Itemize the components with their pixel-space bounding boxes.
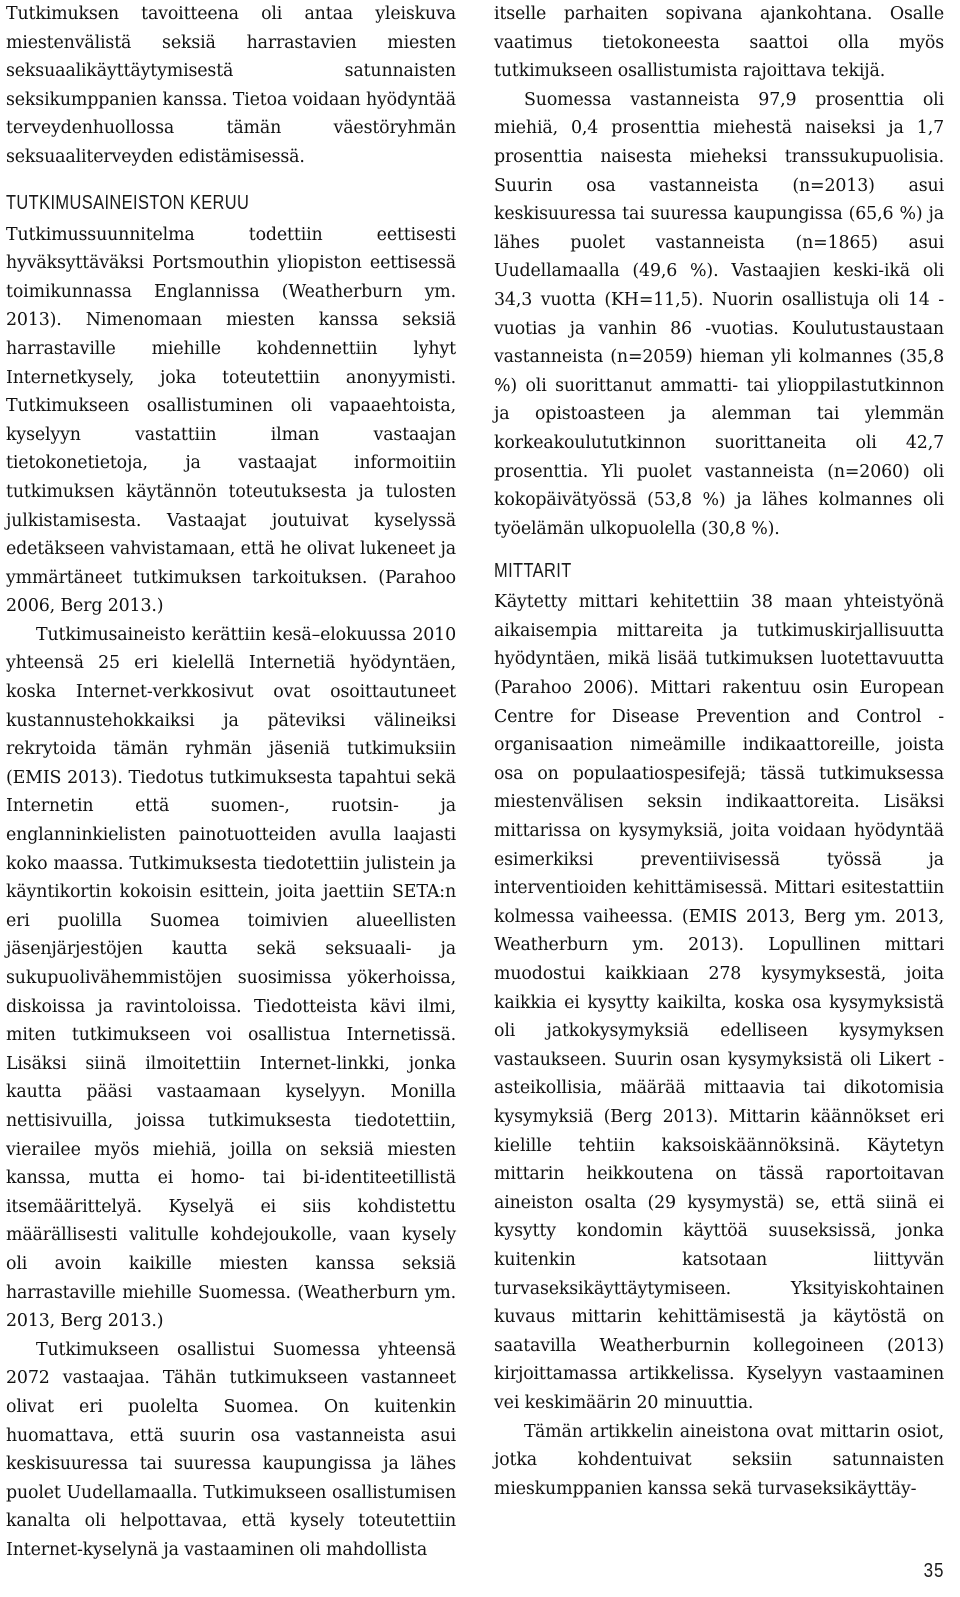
paragraph-demographics: Suomessa vastanneista 97,9 prosenttia oli miehiä, 0,4 prosenttia miehestä naiseksi ja 1,7 prosenttia naisesta mieheksi transsukupuolisia. Suurin osa vastanneista (n=2013) asui keskisuuressa tai suuressa kaupungissa (65,6 %) ja lähes puolet vastanneista (n=1865) asui Uudellamaalla (49,6 %). Vastaajien keski-ikä oli 34,3 vuotta (KH=11,5). Nuorin osallistuja oli 14 -vuotias ja vanhin 86 -vuotias. Koulutustaustaan vastanneista (n=2059) hieman yli kolmannes (35,8 %) oli suorittanut ammatti- tai ylioppilastutkinnon ja opistoasteen ja alemman tai ylemmän korkeakoulututkinnon suorittaneita oli 42,7 prosenttia. Yli puolet vastanneista (n=2060) oli kokopäivätyössä (53,8 %) ja lähes kolmannes oli työelämän ulkopuolella (30,8 %). xyxy=(494,89,944,539)
paragraph-participants: Tutkimukseen osallistui Suomessa yhteensä 2072 vastaajaa. Tähän tutkimukseen vastanneet olivat eri puolelta Suomea. On kuitenkin huomattava, että suurin osa vastanneista asui keskisuuressa tai suuressa kaupungissa ja lähes puolet Uudellamaalla. Tutkimukseen osallistumisen kanalta oli helpottavaa, että kysely toteutettiin Internet-kyselynä ja vastaaminen oli mahdollista xyxy=(6,1339,456,1560)
right-column xyxy=(494,0,944,1503)
left-column xyxy=(6,0,456,1564)
paragraph-article-data: Tämän artikkelin aineistona ovat mittarin osiot, jotka kohdentuivat seksiin satunnaisten mieskumppanien kanssa sekä turvaseksikäyttäy- xyxy=(494,1421,944,1499)
paragraph-ethics: Tutkimussuunnitelma todettiin eettisesti hyväksyttäväksi Portsmouthin yliopiston eettisessä toimikunnassa Englannissa (Weatherburn ym. 2013). Nimenomaan miesten kanssa seksiä harrastaville miehille kohdennettiin lyhyt Internetkysely, joka toteutettiin anonyymisti. Tutkimukseen osallistuminen oli vapaaehtoista, kyselyyn vastattiin ilman vastaajan tietokonetietoja, ja vastaajat informoitiin tutkimuksen käytännön toteutuksesta ja tulosten julkistamisesta. Vastaajat joutuivat kyselyssä edetäkseen vahvistamaan, että he olivat lukeneet ja ymmärtäneet tutkimuksen tarkoituksen. (Parahoo 2006, Berg 2013.) xyxy=(6,224,456,617)
paragraph-data-gathering: Tutkimusaineisto kerättiin kesä–elokuussa 2010 yhteensä 25 eri kielellä Internetiä hyödyntäen, koska Internet-verkkosivut ovat osoittautuneet kustannustehokkaiksi ja päteviksi välineiksi rekrytoida tämän ryhmän jäseniä tutkimuksiin (EMIS 2013). Tiedotus tutkimuksesta tapahtui sekä Internetin että suomen-, ruotsin- ja englanninkielisten painotuotteiden avulla laajasti koko maassa. Tutkimuksesta tiedotettiin julistein ja käyntikortin kokoisin esittein, joita jaettiin SETA:n eri puolilla Suomea toimivien alueellisten jäsenjärjestöjen kautta sekä seksuaali- ja sukupuolivähemmistöjen suosimissa yökerhoissa, diskoissa ja ravintoloissa. Tiedotteista kävi ilmi, miten tutkimukseen voi osallistua Internetissä. Lisäksi siinä ilmoitettiin Internet-linkki, jonka kautta pääsi vastaamaan kyselyyn. Monilla nettisivuilla, joissa tutkimuksesta tiedotettiin, vierailee myös miehiä, joilla on seksiä miesten kanssa, mutta ei homo- tai bi-identiteetillistä itsemäärittelyä. Kyselyä ei siis kohdistettu määrällisesti valitulle kohdejoukolle, vaan kysely oli avoin kaikille miesten kanssa seksiä harrastaville miehille Suomessa. (Weatherburn ym. 2013, Berg 2013.) xyxy=(6,624,456,1332)
paragraph-instrument: Käytetty mittari kehitettiin 38 maan yhteistyönä aikaisempia mittareita ja tutkimuskirjallisuutta hyödyntäen, mikä lisää tutkimuksen luotettavuutta (Parahoo 2006). Mittari rakentuu osin European Centre for Disease Prevention and Control -organisaation nimeämille indikaattoreille, joista osa on populaatiospesifejä; tässä tutkimuksessa miestenvälisen seksin indikaattoreita. Lisäksi mittarissa on kysymyksiä, joita voidaan hyödyntää esimerkiksi preventiivisessä työssä ja interventioiden kehittämisessä. Mittari esitestattiin kolmessa vaiheessa. (EMIS 2013, Berg ym. 2013, Weatherburn ym. 2013). Lopullinen mittari muodostui kaikkiaan 278 kysymyksestä, joita kaikkia ei kysytty kaikilta, koska osa kysymyksistä oli jatkokysymyksiä edelliseen kysymyksen vastaukseen. Suurin osan kysymyksistä oli Likert -asteikollisia, määrää mittaavia tai dikotomisia kysymyksiä (Berg 2013). Mittarin käännökset eri kielille tehtiin kaksoiskäännöksinä. Käytetyn mittarin heikkoutena on tässä raportoitavan aineiston osalta (29 kysymystä) se, että siinä ei kysytty kondomin käyttöä suuseksissä, jonka kuitenkin katsotaan liittyvän turvaseksikäyttäytymiseen. Yksityiskohtainen kuvaus mittarin kehittämisestä ja käytöstä on saatavilla Weatherburnin kollegoineen (2013) kirjoittamassa artikkelissa. Kyselyyn vastaaminen vei keskimäärin 20 minuuttia. xyxy=(494,592,944,1413)
section-heading-data-collection: TUTKIMUSAINEISTON KERUU xyxy=(6,191,250,214)
intro-paragraph: Tutkimuksen tavoitteena oli antaa yleiskuva miestenvälistä seksiä harrastavien miesten seksuaalikäyttäytymisestä satunnaisten seksikumppanien kanssa. Tietoa voidaan hyödyntää terveydenhuollossa tämän väestöryhmän seksuaaliterveyden edistämisessä. xyxy=(6,4,456,167)
page-number: 35 xyxy=(923,1560,944,1582)
section-heading-instruments: MITTARIT xyxy=(494,560,572,583)
continuation-paragraph: itselle parhaiten sopivana ajankohtana. Osalle vaatimus tietokoneesta saattoi olla myös tutkimukseen osallistumista rajoittava tekijä. xyxy=(494,4,944,82)
